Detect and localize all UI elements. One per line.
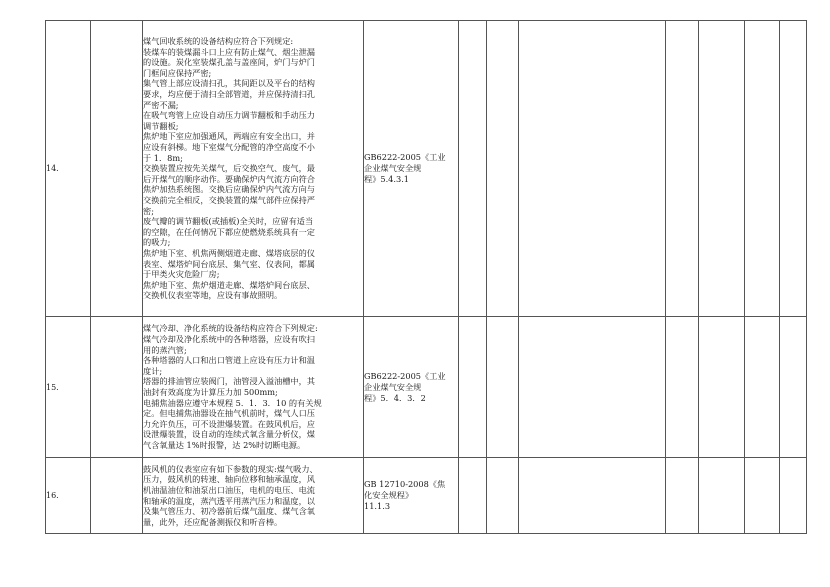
text-line: 电捕焦油器应遵守本规程 5．1．3．10 的有关规 [143,397,322,408]
empty-cell [780,317,807,458]
text-line: 企业煤气安全规 [364,163,422,173]
table-row [46,458,807,534]
text-line: 应设有斜梯。地下室煤气分配管的净空高度不小 [143,142,315,153]
text-line: 焦炉地下室应加强通风，两端应有安全出口，并 [143,131,315,142]
requirement-cell [143,317,364,458]
text-line: 11.1.3 [364,501,391,511]
row-number: 14. [46,21,91,317]
text-line: 机油温油位和油泵出口油压，电机的电压、电流 [143,484,315,495]
text-line: 鼓风机的仪表室应有如下参数的现实:煤气吸力、 [143,463,318,474]
text-line: 焦炉加热系统图。交换后应确保炉内气流方向与 [143,184,315,195]
empty-cell [666,317,699,458]
text-line: GB6222-2005《工业 [364,152,446,162]
empty-cell [745,21,780,317]
text-line: 的吸力; [143,237,171,248]
text-line: 力允许负压，可不设泄爆装置。在鼓风机后，应 [143,418,315,429]
text-line: 调节翻板; [143,120,179,131]
text-line: 程》5.4.3.1 [364,174,410,184]
empty-cell [699,21,745,317]
text-line: 表室、煤塔炉间台底层、集气室、仪表间，都属 [143,258,315,269]
row-number: 16. [46,458,91,534]
text-line: 焦炉地下室、焦炉烟道走廊、煤塔炉间台底层、 [143,279,315,290]
text-line: GB 12710-2008《焦 [364,479,446,489]
text-line: 塔器的排油管应装阀门，油管浸入溢油槽中，其 [143,376,315,387]
text-line: 企业煤气安全规 [364,381,422,392]
table-row [46,317,807,458]
empty-cell [745,458,780,534]
empty-cell [666,21,699,317]
text-line: 装煤车的装煤漏斗口上应有防止煤气、烟尘泄漏 [143,46,315,57]
empty-cell [487,317,519,458]
text-line: 煤气冷却、净化系统的设备结构应符合下列规定: [143,323,318,334]
empty-cell [666,458,699,534]
empty-cell [699,317,745,458]
text-line: 交换机仪表室等地，应设有事故照明。 [143,290,283,301]
text-line: 煤气回收系统的设备结构应符合下列规定: [143,36,294,47]
text-line: 门框间应保持严密; [143,67,212,78]
text-line: 焦炉地下室、机焦两侧烟道走廊、煤塔底层的仪 [143,247,315,258]
reference-cell [364,21,459,317]
empty-cell [91,317,143,458]
text-line: 于甲类火灾危险厂房; [143,269,220,280]
empty-cell [459,21,487,317]
empty-cell [780,458,807,534]
text-line: 气含氧量达 1%时报警，达 2%时切断电源。 [143,439,306,450]
empty-cell [519,458,666,534]
text-line: 压力，鼓风机的转速、轴向位移和轴承温度，风 [143,474,315,485]
text-line: 在吸气弯管上应设自动压力调节翻板和手动压力 [143,110,315,121]
text-line: 程》5．4．3．2 [364,392,426,403]
text-line: 交换装置应按先关煤气，后交换空气、废气，最 [143,163,315,174]
text-line: 油封有效高度为计算压力加 500mm; [143,387,278,397]
text-line: 用的蒸汽管; [143,344,187,355]
text-line: 定。但电捕焦油器设在抽气机前时，煤气人口压 [143,408,315,419]
inspection-table [45,20,807,534]
text-line: 密; [143,205,154,216]
empty-cell [487,21,519,317]
empty-cell [519,317,666,458]
text-line: 集气管上部应设清扫孔，其间距以及平台的结构 [143,78,315,89]
empty-cell [91,458,143,534]
text-line: GB6222-2005《工业 [364,370,446,381]
text-line: 煤气冷却及净化系统中的各种塔器，应设有吹扫 [143,334,315,345]
row-number: 15. [46,317,91,458]
empty-cell [745,317,780,458]
text-line: 各种塔器的人口和出口管道上应设有压力计和温 [143,355,315,366]
text-line: 量，此外，还应配备测振仪和听音棒。 [143,516,283,527]
reference-cell [364,458,459,534]
text-line: 的空隙，在任何情况下都应使燃烧系统具有一定 [143,226,315,237]
empty-cell [459,458,487,534]
text-line: 和轴承的温度，蒸汽透平用蒸汽压力和温度，以 [143,495,315,506]
text-line: 的设施。炭化室装煤孔盖与盖座间，炉门与炉门 [143,57,315,68]
table-row [46,21,807,317]
text-line: 要求，均应便于清扫全部管道，并应保持清扫孔 [143,89,315,100]
text-line: 化安全规程》 [364,490,414,500]
text-line: 于 1．8m; [143,152,183,163]
text-line: 后开煤气的顺序动作。要确保炉内气流方向符合 [143,173,315,184]
text-line: 严密不漏; [143,99,179,110]
text-line: 及集气管压力、初冷器前后煤气温度、煤气含氧 [143,506,315,517]
reference-cell [364,317,459,458]
text-line: 设泄爆装置，设自动的连续式氧含量分析仪，煤 [143,429,315,440]
empty-cell [459,317,487,458]
empty-cell [519,21,666,317]
text-line: 废气瓣的调节翻板(或插板)全关时，应留有适当 [143,216,314,227]
text-line: 度计; [143,365,163,376]
empty-cell [91,21,143,317]
text-line: 交换前完全相反，交换装置的煤气部件应保持严 [143,194,315,205]
requirement-cell [143,458,364,534]
requirement-cell [143,21,364,317]
empty-cell [487,458,519,534]
empty-cell [699,458,745,534]
empty-cell [780,21,807,317]
